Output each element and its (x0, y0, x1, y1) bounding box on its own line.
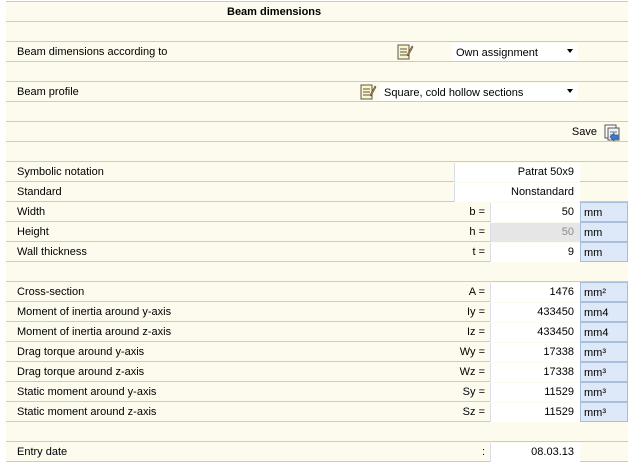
inertia-z-symbol: Iz = (466, 326, 485, 338)
inertia-y-label: Moment of inertia around y-axis (17, 306, 172, 318)
dimension-row-width (6, 202, 628, 222)
dimension-row-wall-thickness (6, 242, 628, 262)
property-row (6, 382, 628, 402)
spacer-row (6, 262, 628, 282)
inertia-y-unit: mm4 (580, 302, 628, 322)
page-title: Beam dimensions (227, 6, 322, 18)
static-moment-y-unit: mm³ (580, 382, 628, 402)
entry-date-value: 08.03.13 (490, 443, 580, 462)
drag-torque-z-unit: mm³ (580, 362, 628, 382)
drag-torque-z-label: Drag torque around z-axis (17, 366, 145, 378)
drag-torque-y-label: Drag torque around y-axis (17, 346, 145, 358)
entry-date-label: Entry date (17, 446, 68, 458)
wall-thickness-unit: mm (580, 242, 628, 262)
dimensions-source-row (6, 42, 628, 62)
property-row (6, 402, 628, 422)
dimensions-source-selected: Own assignment (456, 47, 538, 59)
profile-row (6, 82, 628, 102)
inertia-z-unit: mm4 (580, 322, 628, 342)
inertia-z-label: Moment of inertia around z-axis (17, 326, 172, 338)
spacer-row (6, 102, 628, 122)
save-icon (602, 122, 622, 142)
property-row (6, 282, 628, 302)
entry-date-row (6, 442, 628, 462)
cross-section-unit: mm² (580, 282, 628, 302)
width-unit: mm (580, 202, 628, 222)
save-button[interactable] (572, 122, 622, 142)
edit-document-icon[interactable] (359, 83, 377, 101)
drag-torque-y-symbol: Wy = (459, 346, 485, 358)
property-row (6, 322, 628, 342)
height-unit: mm (580, 222, 628, 242)
symbolic-notation-value: Patrat 50x9 (454, 163, 580, 182)
width-input[interactable]: 50 (490, 203, 580, 222)
dimensions-source-dropdown[interactable] (452, 43, 578, 61)
height-label: Height (17, 226, 49, 238)
static-moment-z-symbol: Sz = (462, 406, 485, 418)
profile-selected: Square, cold hollow sections (384, 87, 524, 99)
property-row (6, 362, 628, 382)
width-symbol: b = (469, 206, 485, 218)
static-moment-y-value: 11529 (490, 383, 580, 402)
wall-thickness-label: Wall thickness (17, 246, 87, 258)
cross-section-value: 1476 (490, 283, 580, 302)
wall-thickness-input[interactable]: 9 (490, 243, 580, 262)
save-row (6, 122, 628, 142)
property-row (6, 342, 628, 362)
spacer-row (6, 422, 628, 442)
save-label: Save (571, 126, 597, 138)
static-moment-z-unit: mm³ (580, 402, 628, 422)
static-moment-y-label: Static moment around y-axis (17, 386, 157, 398)
static-moment-y-symbol: Sy = (462, 386, 485, 398)
chevron-down-icon (567, 49, 573, 53)
static-moment-z-value: 11529 (490, 403, 580, 422)
title-row (6, 1, 628, 22)
static-moment-z-label: Static moment around z-axis (17, 406, 157, 418)
chevron-down-icon (567, 89, 573, 93)
symbolic-notation-label: Symbolic notation (17, 166, 104, 178)
spacer-row (6, 62, 628, 82)
dimension-row-height (6, 222, 628, 242)
inertia-y-value: 433450 (490, 303, 580, 322)
width-label: Width (17, 206, 46, 218)
standard-label: Standard (17, 186, 62, 198)
wall-thickness-symbol: t = (472, 246, 485, 258)
drag-torque-z-symbol: Wz = (459, 366, 485, 378)
dimensions-source-label: Beam dimensions according to (17, 46, 168, 58)
spacer-row (6, 22, 628, 42)
standard-value: Nonstandard (454, 183, 580, 202)
standard-row (6, 182, 628, 202)
edit-document-icon[interactable] (396, 43, 414, 61)
property-row (6, 302, 628, 322)
drag-torque-y-unit: mm³ (580, 342, 628, 362)
profile-label: Beam profile (17, 86, 79, 98)
symbolic-notation-row (6, 162, 628, 182)
inertia-z-value: 433450 (490, 323, 580, 342)
drag-torque-z-value: 17338 (490, 363, 580, 382)
spacer-row (6, 142, 628, 162)
drag-torque-y-value: 17338 (490, 343, 580, 362)
height-input: 50 (490, 223, 580, 242)
cross-section-symbol: A = (468, 286, 485, 298)
entry-date-symbol: : (481, 446, 485, 458)
inertia-y-symbol: Iy = (466, 306, 485, 318)
cross-section-label: Cross-section (17, 286, 85, 298)
profile-dropdown[interactable] (380, 83, 578, 101)
height-symbol: h = (469, 226, 485, 238)
